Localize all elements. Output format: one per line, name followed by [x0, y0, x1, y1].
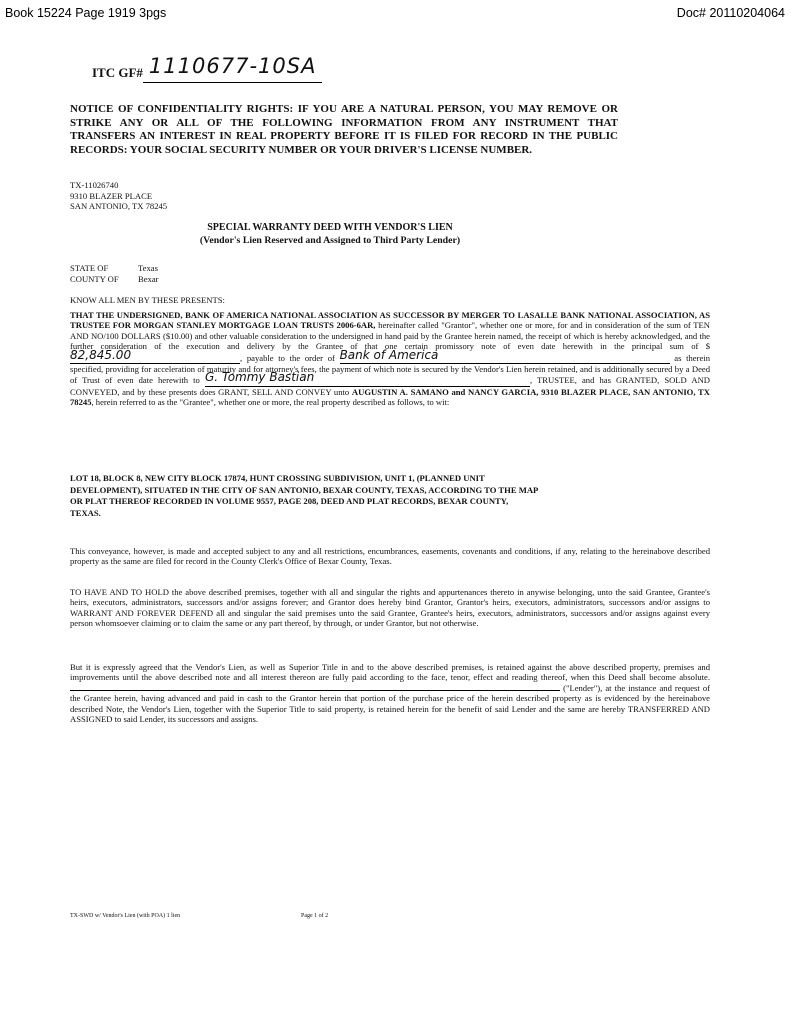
granting-paragraph	[70, 310, 710, 408]
grantee-ref-text: , herein referred to as the "Grantee", whether one or more, the real property described as follows, to wit:	[91, 397, 450, 408]
gf-label: ITC GF#	[92, 65, 143, 80]
property-address-block	[70, 180, 167, 212]
subject-to-paragraph: This conveyance, however, is made and accepted subject to any and all restrictions, encumbrances, easements, covenants and conditions, if any, relating to the hereinabove described property as the same are filed for record in the County Clerk's Office of Bexar County, Texas.	[70, 546, 710, 567]
gf-number-handwritten: 1110677-10SA	[148, 54, 317, 78]
venue-block	[70, 263, 159, 284]
lender-name-handwritten: Bank of America	[339, 347, 439, 362]
address-line-2: 9310 BLAZER PLACE	[70, 190, 153, 201]
habendum-paragraph: TO HAVE AND TO HOLD the above described premises, together with all and singular the rights and appurtenances thereto in anywise belonging, unto the said Grantee, Grantee's heirs, executors, administrators, successors and/or assigns forever; and Grantor does hereby bind Grantor, Grantor's heirs, executors, administrators, successors and/or assigns to WARRANT AND FOREVER DEFEND all and singular the said premises unto the said Grantee, Grantee's heirs, executors, administrators, successors and/or assigns against every person whomsoever claiming or to claim the same or any part thereof, by through, or under Grantor, but not otherwise.	[70, 587, 710, 629]
page-number: Page 1 of 2	[301, 913, 329, 919]
note-terms-text: as therein specified, providing for acceleration of maturity and for attorney's fees, the payment of which note is secured by the Vendor's Lien herein retained, and is additionally secured by a Deed of Trust of even date herewith to	[70, 352, 710, 386]
lender-blank-line	[70, 690, 560, 691]
vendors-lien-paragraph	[70, 662, 710, 724]
county-value: Bexar	[138, 273, 159, 284]
confidentiality-notice: NOTICE OF CONFIDENTIALITY RIGHTS: IF YOU ARE A NATURAL PERSON, YOU MAY REMOVE OR STRIKE ANY OR ALL OF THE FOLLOWING INFORMATION FROM ANY INSTRUMENT THAT TRANSFERS AN INTEREST IN REAL PROPERTY BEFORE IT IS FILED FOR RECORD IN THE PUBLIC RECORDS: YOUR SOCIAL SECURITY NUMBER OR YOUR DRIVER'S LICENSE NUMBER.	[70, 103, 618, 156]
grantor-name: THAT THE UNDERSIGNED, BANK OF AMERICA NATIONAL ASSOCIATION AS SUCCESSOR BY MERGER TO LASALLE BANK NATIONAL ASSOCIATION, AS TRUSTEE FOR MORGAN STANLEY MORTGAGE LOAN TRUSTS 2006-6AR,	[70, 310, 710, 331]
lien-retained-text: But it is expressly agreed that the Vendor's Lien, as well as Superior Title in and to the above described premises, is retained against the above described property, premises and improvements until the above described note and all interest thereon are fully paid according to the face, tenor, effect and reading thereof, when this Deed shall become absolute.	[70, 662, 710, 683]
header-doc-number: Doc# 20110204064	[676, 6, 785, 20]
lien-assigned-text: and request of the Grantee herein, having advanced and paid in cash to the Grantor herein that portion of the purchase price of the herein described property as is evidenced by the hereinabove described Note, the Vendor's Lien, together with the Superior Title to said property, is retained herein for the benefit of said Lender and the same are hereby TRANSFERRED AND ASSIGNED to said Lender, its successors and assigns.	[70, 682, 710, 725]
lender-tag-text: ("Lender"), at the instance	[563, 682, 657, 693]
grantee-name: AUGUSTIN A. SAMANO and NANCY GARCIA, 9310 BLAZER PLACE, SAN ANTONIO, TX 78245	[70, 386, 710, 408]
deed-title: SPECIAL WARRANTY DEED WITH VENDOR'S LIEN	[207, 222, 453, 233]
trustee-name-handwritten: G. Tommy Bastian	[204, 370, 315, 385]
form-footer: TX-SWD w/ Vendor's Lien (with POA) 1 lien	[70, 913, 181, 919]
deed-subtitle: (Vendor's Lien Reserved and Assigned to Third Party Lender)	[199, 235, 461, 246]
dollar-sign: $	[705, 341, 710, 352]
gf-number-line	[92, 54, 322, 83]
state-value: Texas	[138, 263, 158, 273]
conveyance-text: , TRUSTEE, and has GRANTED, SOLD AND CONVEYED, and by these presents does GRANT, SELL AND CONVEY unto	[70, 375, 710, 397]
note-amount-handwritten: 82,845.00	[70, 347, 132, 362]
payable-text: , payable to the order of	[240, 352, 335, 363]
address-line-3: SAN ANTONIO, TX 78245	[70, 201, 168, 212]
header-book-page: Book 15224 Page 1919 3pgs	[5, 6, 167, 20]
state-label: STATE OF	[70, 263, 109, 273]
county-label: COUNTY OF	[70, 273, 119, 284]
know-all-men: KNOW ALL MEN BY THESE PRESENTS:	[70, 295, 225, 305]
address-line-1: TX-11026740	[70, 180, 119, 190]
legal-description: LOT 18, BLOCK 8, NEW CITY BLOCK 17874, HUNT CROSSING SUBDIVISION, UNIT 1, (PLANNED UNIT DEVELOPMENT), SITUATED IN THE CITY OF SAN ANTONIO, BEXAR COUNTY, TEXAS, ACCORDING TO THE MAP OR PLAT THEREOF RECORDED IN VOLUME 9557, PAGE 208, DEED AND PLAT RECORDS, BEXAR COUNTY, TEXAS.	[70, 473, 538, 518]
consideration-text: hereinafter called "Grantor", whether one or more, for and in consideration of the sum of TEN AND NO/100 DOLLARS ($10.00) and other valuable consideration to the undersigned in hand paid by the Grantee herein named, the receipt of which is hereby acknowledged, and the further consideration of the execution and delivery by the Grantee of that one certain promissory note of even date herewith in the principal sum of	[70, 320, 711, 352]
